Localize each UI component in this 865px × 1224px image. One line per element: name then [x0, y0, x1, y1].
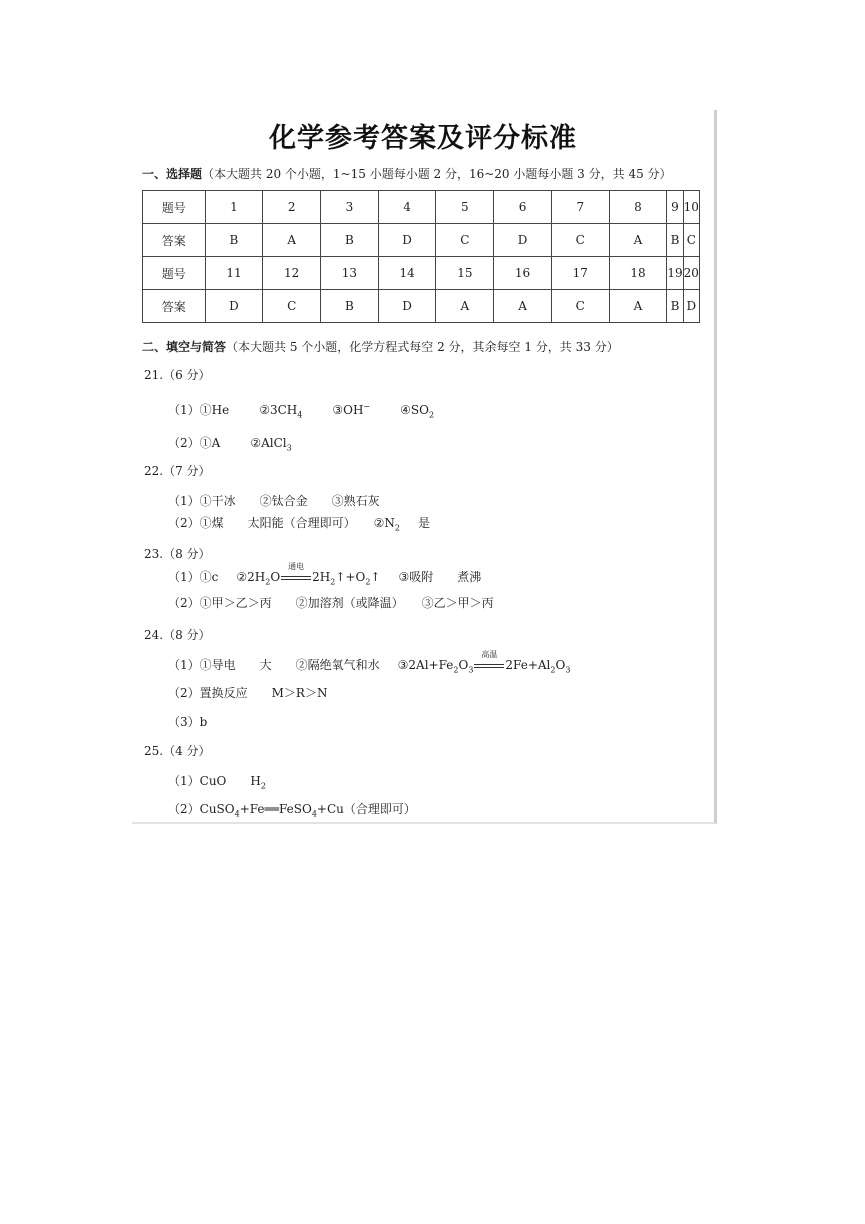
section-2-heading: 二、填空与简答（本大题共 5 个小题，化学方程式每空 2 分，其余每空 1 分，共 33 分）: [142, 340, 619, 354]
table-cell: 11: [205, 257, 263, 290]
table-cell: 2: [263, 191, 321, 224]
table-cell: B: [667, 224, 683, 257]
table-cell: A: [609, 224, 667, 257]
table-row: [143, 224, 700, 257]
table-cell: 4: [378, 191, 436, 224]
table-cell: 13: [321, 257, 379, 290]
q25-heading: 25.（4 分）: [144, 744, 211, 758]
q23-line-1: （1）①c $②2H_2O$ 通电 $2H_2↑+O_2↑$ ③吸附 煮沸: [168, 562, 482, 587]
table-cell: B: [667, 290, 683, 323]
table-cell: 8: [609, 191, 667, 224]
table-cell: A: [609, 290, 667, 323]
row-label: 答案: [143, 224, 206, 257]
table-cell: C: [263, 290, 321, 323]
q22-heading: 22.（7 分）: [144, 464, 211, 478]
table-cell: D: [378, 290, 436, 323]
table-cell: A: [263, 224, 321, 257]
table-cell: D: [683, 290, 699, 323]
table-cell: 5: [436, 191, 494, 224]
table-cell: 6: [494, 191, 552, 224]
table-cell: 10: [683, 191, 699, 224]
table-row: [143, 191, 700, 224]
q24-line-3: （3）b: [168, 715, 208, 729]
table-cell: A: [494, 290, 552, 323]
table-cell: 9: [667, 191, 683, 224]
answer-sheet: [132, 110, 717, 824]
table-cell: 1: [205, 191, 263, 224]
table-cell: C: [551, 224, 609, 257]
q22-line-1: （1）①干冰 ②钛合金 ③熟石灰: [168, 494, 380, 508]
table-row: [143, 290, 700, 323]
reaction-condition: 高温: [474, 658, 504, 672]
table-cell: 7: [551, 191, 609, 224]
q25-line-2: （2）CuSO$_4$+Fe══FeSO$_4$+Cu（合理即可）: [168, 802, 416, 819]
q23-line-2: （2）①甲＞乙＞丙 ②加溶剂（或降温） ③乙＞甲＞丙: [168, 596, 494, 610]
table-cell: C: [683, 224, 699, 257]
table-cell: C: [551, 290, 609, 323]
table-cell: 18: [609, 257, 667, 290]
table-cell: 20: [683, 257, 699, 290]
q24-heading: 24.（8 分）: [144, 628, 211, 642]
row-label: 题号: [143, 257, 206, 290]
table-cell: D: [205, 290, 263, 323]
q22-line-2: （2）①煤 太阳能（合理即可） $②N_2$ 是: [168, 516, 431, 533]
reaction-condition: 通电: [281, 570, 311, 584]
q24-line-2: （2）置换反应 M＞R＞N: [168, 686, 328, 700]
q21-heading: 21.（6 分）: [144, 368, 211, 382]
table-row: [143, 257, 700, 290]
answer-table: [142, 190, 700, 323]
table-cell: D: [378, 224, 436, 257]
page-title: 化学参考答案及评分标准: [269, 123, 577, 154]
section-1-heading: 一、选择题（本大题共 20 个小题，1~15 小题每小题 2 分，16~20 小题每小题 3 分，共 45 分）: [142, 167, 672, 181]
q21-line-1: （1）①He $②3CH_4$ ③OH− $④SO_2$: [168, 402, 435, 420]
q23-heading: 23.（8 分）: [144, 547, 211, 561]
table-cell: C: [436, 224, 494, 257]
row-label: 题号: [143, 191, 206, 224]
table-cell: 14: [378, 257, 436, 290]
q21-line-2: （2）①A ②AlCl$_3$: [168, 436, 292, 453]
table-cell: 16: [494, 257, 552, 290]
table-cell: 3: [321, 191, 379, 224]
q25-line-1: （1）CuO $H_2$: [168, 774, 266, 791]
table-cell: 19: [667, 257, 683, 290]
table-cell: 15: [436, 257, 494, 290]
table-cell: B: [321, 290, 379, 323]
table-cell: D: [494, 224, 552, 257]
table-cell: 17: [551, 257, 609, 290]
row-label: 答案: [143, 290, 206, 323]
q24-line-1: （1）①导电 大 ②隔绝氧气和水 $③2Al+Fe_2O_3$ 高温 $2Fe+Al_2O_3$: [168, 650, 571, 675]
table-cell: A: [436, 290, 494, 323]
table-cell: B: [205, 224, 263, 257]
table-cell: 12: [263, 257, 321, 290]
table-cell: B: [321, 224, 379, 257]
